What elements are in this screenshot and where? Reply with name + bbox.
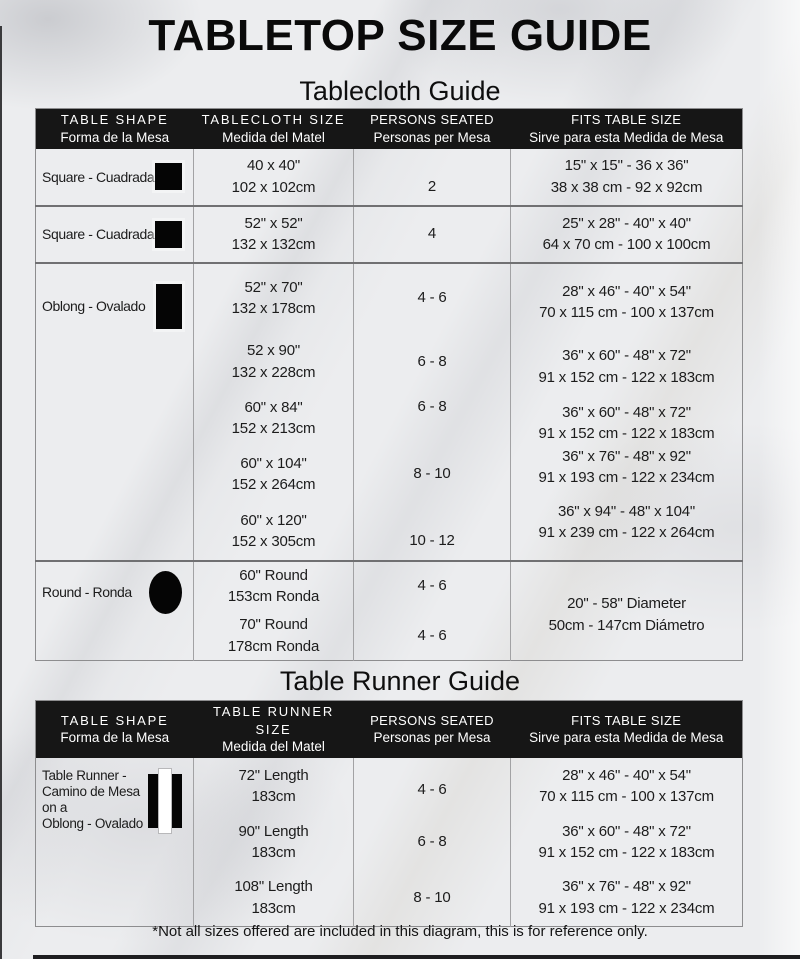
header-row	[36, 701, 743, 759]
header-table-runner-size: TABLE RUNNER SIZE Medida del Matel	[212, 704, 335, 755]
table-row	[36, 561, 743, 611]
size-cell: 60" Round 153cm Ronda	[194, 561, 354, 611]
size-cell: 90" Length 183cm	[194, 814, 354, 870]
shape-cell-square	[36, 206, 194, 263]
table-row	[36, 149, 743, 206]
size-cell: 52" x 52" 132 x 132cm	[194, 206, 354, 263]
photo-left-edge	[0, 26, 2, 959]
oblong-icon	[156, 284, 182, 329]
shape-label: Square - Cuadrada	[42, 226, 155, 243]
table-row	[36, 263, 743, 333]
shape-cell-square	[36, 149, 194, 206]
header-table-shape: TABLE SHAPE Forma de la Mesa	[60, 712, 170, 746]
persons-cell: 10 - 12	[354, 503, 511, 561]
table-runner-guide-subtitle: Table Runner Guide	[279, 666, 521, 696]
fits-cell: 36" x 76" - 48" x 92" 91 x 193 cm - 122 x 234cm	[511, 870, 743, 926]
size-cell: 60" x 84" 152 x 213cm	[194, 391, 354, 446]
header-tablecloth-size: TABLECLOTH SIZE Medida del Matel	[201, 112, 346, 145]
fits-cell: 36" x 60" - 48" x 72" 91 x 152 cm - 122 x 183cm	[511, 814, 743, 870]
shape-label: Table Runner - Camino de Mesa on a Oblong - Ovalado	[42, 768, 144, 832]
persons-cell: 8 - 10	[354, 446, 511, 503]
size-cell: 52" x 70" 132 x 178cm	[194, 263, 354, 333]
size-cell: 72" Length 183cm	[194, 758, 354, 814]
header-fits-table-size: FITS TABLE SIZE Sirve para esta Medida de Mesa	[529, 112, 724, 145]
size-cell: 60" x 120" 152 x 305cm	[194, 503, 354, 561]
table-runner-guide-table	[35, 700, 743, 927]
fits-cell: 15" x 15" - 36 x 36" 38 x 38 cm - 92 x 92cm	[511, 149, 743, 206]
persons-cell: 6 - 8	[354, 814, 511, 870]
table-row	[36, 206, 743, 263]
fits-cell: 36" x 94" - 48" x 104" 91 x 239 cm - 122 x 264cm	[511, 503, 743, 561]
size-cell: 60" x 104" 152 x 264cm	[194, 446, 354, 503]
fits-cell: 36" x 60" - 48" x 72" 91 x 152 cm - 122 x 183cm	[511, 333, 743, 391]
shape-cell-round	[36, 561, 194, 661]
square-icon	[155, 221, 182, 248]
page-title: TABLETOP SIZE GUIDE	[148, 11, 652, 60]
persons-cell: 6 - 8	[354, 391, 511, 446]
header-fits-table-size: FITS TABLE SIZE Sirve para esta Medida de Mesa	[529, 712, 724, 746]
shape-cell-table-runner	[36, 758, 194, 926]
table-runner-icon	[148, 768, 182, 834]
square-icon	[155, 163, 182, 190]
size-cell: 70" Round 178cm Ronda	[194, 611, 354, 661]
persons-cell: 2	[354, 149, 511, 206]
fits-cell: 36" x 60" - 48" x 72" 91 x 152 cm - 122 x 183cm	[511, 391, 743, 446]
header-row	[36, 109, 743, 149]
persons-cell: 4	[354, 206, 511, 263]
tablecloth-guide-table	[35, 108, 743, 661]
fits-cell: 25" x 28" - 40" x 40" 64 x 70 cm - 100 x 100cm	[511, 206, 743, 263]
persons-cell: 4 - 6	[354, 561, 511, 611]
fits-cell-round: 20" - 58" Diameter 50cm - 147cm Diámetro	[511, 561, 743, 661]
shape-label: Oblong - Ovalado	[42, 298, 146, 315]
fits-cell: 36" x 76" - 48" x 92" 91 x 193 cm - 122 x 234cm	[511, 446, 743, 503]
persons-cell: 4 - 6	[354, 611, 511, 661]
table-row	[36, 758, 743, 814]
fits-cell: 28" x 46" - 40" x 54" 70 x 115 cm - 100 x 137cm	[511, 263, 743, 333]
shape-cell-oblong	[36, 263, 194, 561]
persons-cell: 8 - 10	[354, 870, 511, 926]
size-cell: 40 x 40" 102 x 102cm	[194, 149, 354, 206]
header-table-shape: TABLE SHAPE Forma de la Mesa	[60, 112, 170, 145]
header-persons-seated: PERSONS SEATED Personas per Mesa	[370, 112, 494, 145]
size-cell: 52 x 90" 132 x 228cm	[194, 333, 354, 391]
persons-cell: 4 - 6	[354, 758, 511, 814]
header-persons-seated: PERSONS SEATED Personas per Mesa	[370, 712, 494, 746]
circle-icon	[149, 571, 182, 614]
shape-label: Round - Ronda	[42, 584, 132, 601]
persons-cell: 6 - 8	[354, 333, 511, 391]
footnote: *Not all sizes offered are included in this diagram, this is for reference only.	[152, 923, 648, 940]
shape-label: Square - Cuadrada	[42, 168, 155, 185]
persons-cell: 4 - 6	[354, 263, 511, 333]
fits-cell: 28" x 46" - 40" x 54" 70 x 115 cm - 100 x 137cm	[511, 758, 743, 814]
tablecloth-guide-subtitle: Tablecloth Guide	[299, 76, 501, 106]
size-cell: 108" Length 183cm	[194, 870, 354, 926]
photo-bottom-edge	[33, 955, 800, 959]
